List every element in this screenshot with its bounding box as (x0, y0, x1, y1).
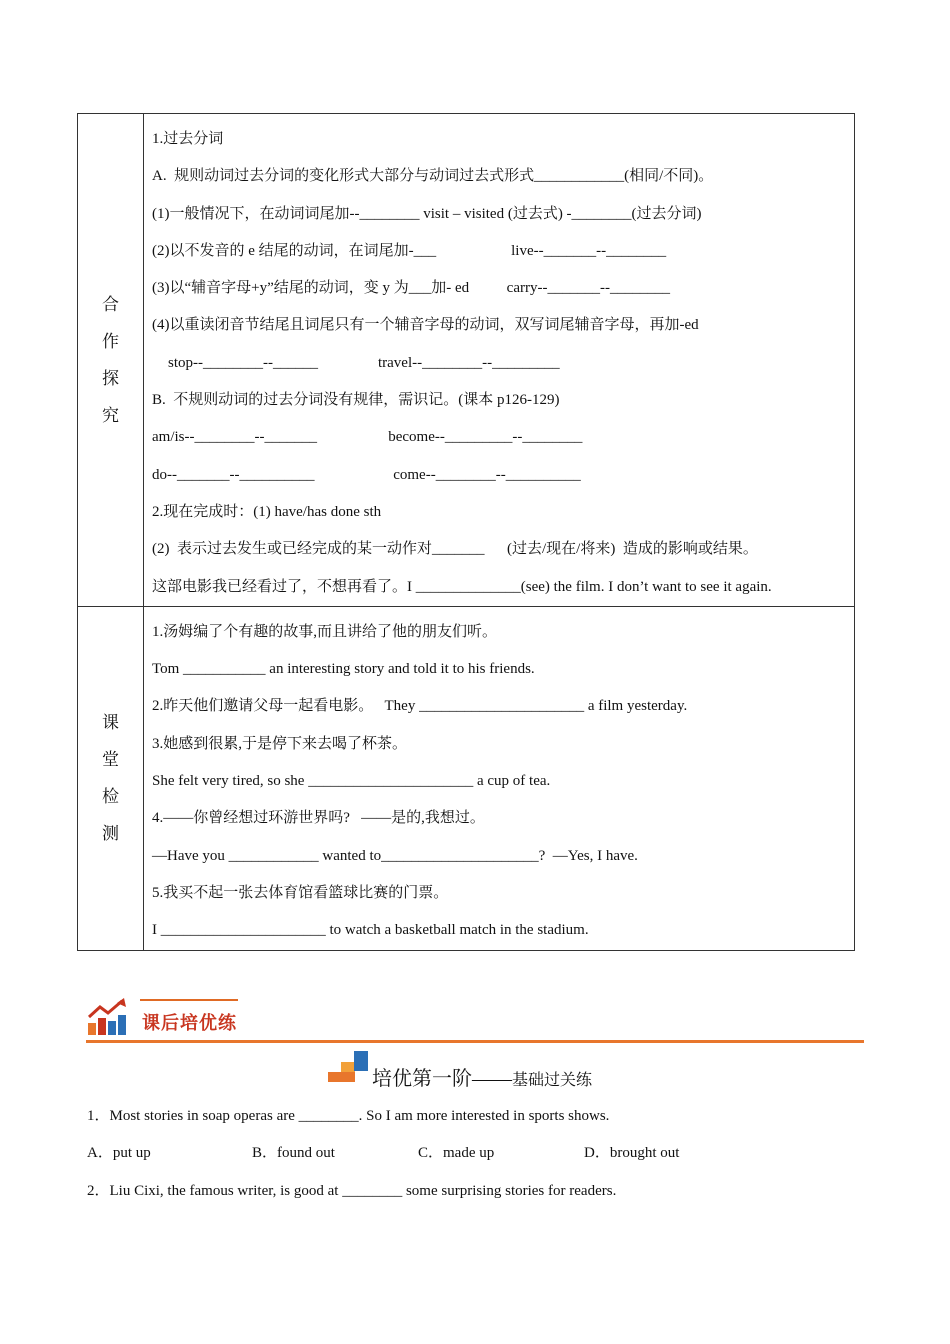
question-2: 2．Liu Cixi, the famous writer, is good at ________ some surprising stories for readers. (87, 1183, 617, 1199)
question-1-option-c: C．made up (418, 1145, 495, 1161)
stairs-icon (328, 1050, 368, 1084)
label-char: 堂 (102, 750, 119, 770)
text-line: —Have you ____________ wanted to_____________________? —Yes, I have. (152, 847, 638, 864)
section-header (86, 994, 864, 1044)
section-title: 课后培优练 (142, 1013, 237, 1034)
level-title-main: 培优第一阶—— (372, 1068, 512, 1090)
text-line: 3.她感到很累,于是停下来去喝了杯茶。 (152, 735, 408, 752)
text-line: 这部电影我已经看过了，不想再看了。I ______________(see) the film. I don’t want to see it again. (152, 578, 772, 595)
header-top-rule (140, 999, 238, 1001)
class-check-label-cell (78, 606, 144, 950)
question-1-option-b: B．found out (252, 1145, 335, 1161)
level-title-sub: 基础过关练 (512, 1072, 593, 1089)
label-char: 合 (102, 294, 119, 314)
text-line: (3)以“辅音字母+y”结尾的动词，变 y 为___加- ed carry--_______--________ (152, 280, 670, 297)
text-line: (2) 表示过去发生或已经完成的某一动作对_______ (过去/现在/将来) 造成的影响或结果。 (152, 541, 758, 558)
header-bottom-rule (86, 1040, 864, 1043)
question-1-option-d: D．brought out (584, 1145, 680, 1161)
text-line: 2.现在完成时：(1) have/has done sth (152, 503, 382, 520)
worksheet-table (77, 113, 855, 951)
class-check-row (78, 606, 855, 950)
cooperation-content (144, 114, 855, 607)
label-char: 作 (102, 331, 119, 351)
growth-chart-icon (86, 997, 130, 1037)
text-line: do--_______--__________ come--________--__________ (152, 466, 581, 483)
cooperation-label (78, 286, 143, 434)
label-char: 检 (102, 787, 119, 807)
level-title (328, 1050, 668, 1090)
class-check-content (144, 606, 855, 950)
label-char: 课 (102, 713, 119, 733)
label-char: 究 (102, 405, 119, 425)
class-check-label (78, 704, 143, 852)
cooperation-row (78, 114, 855, 607)
text-line: (1)一般情况下，在动词词尾加--________ visit – visited (过去式) -________(过去分词) (152, 205, 702, 222)
text-line: She felt very tired, so she ______________________ a cup of tea. (152, 773, 551, 790)
text-line: I ______________________ to watch a basketball match in the stadium. (152, 922, 589, 939)
text-line: 5.我买不起一张去体育馆看篮球比赛的门票。 (152, 884, 449, 901)
text-line: 1.过去分词 (152, 131, 224, 147)
text-line: 1.汤姆编了个有趣的故事,而且讲给了他的朋友们听。 (152, 623, 498, 640)
text-line: 4.——你曾经想过环游世界吗? ——是的,我想过。 (152, 810, 485, 827)
label-char: 测 (102, 824, 119, 844)
question-1: 1．Most stories in soap operas are ________. So I am more interested in sports shows. (87, 1108, 610, 1124)
text-line: am/is--________--_______ become--_________--________ (152, 429, 583, 446)
text-line: 2.昨天他们邀请父母一起看电影。 They ______________________ a film yesterday. (152, 698, 688, 715)
label-char: 探 (102, 368, 119, 388)
text-line: (2)以不发音的 e 结尾的动词，在词尾加-___ live--_______--________ (152, 242, 667, 259)
text-line: stop--________--______ travel--________--_________ (168, 354, 560, 371)
question-1-option-a: A．put up (87, 1145, 151, 1161)
text-line: B. 不规则动词的过去分词没有规律，需识记。(课本 p126-129) (152, 392, 560, 409)
level-title-text (372, 1062, 592, 1091)
text-line: A. 规则动词过去分词的变化形式大部分与动词过去式形式____________(相同/不同)。 (152, 168, 714, 185)
text-line: (4)以重读闭音节结尾且词尾只有一个辅音字母的动词，双写词尾辅音字母，再加-ed (152, 317, 699, 334)
cooperation-label-cell (78, 114, 144, 607)
text-line: Tom ___________ an interesting story and told it to his friends. (152, 661, 535, 678)
